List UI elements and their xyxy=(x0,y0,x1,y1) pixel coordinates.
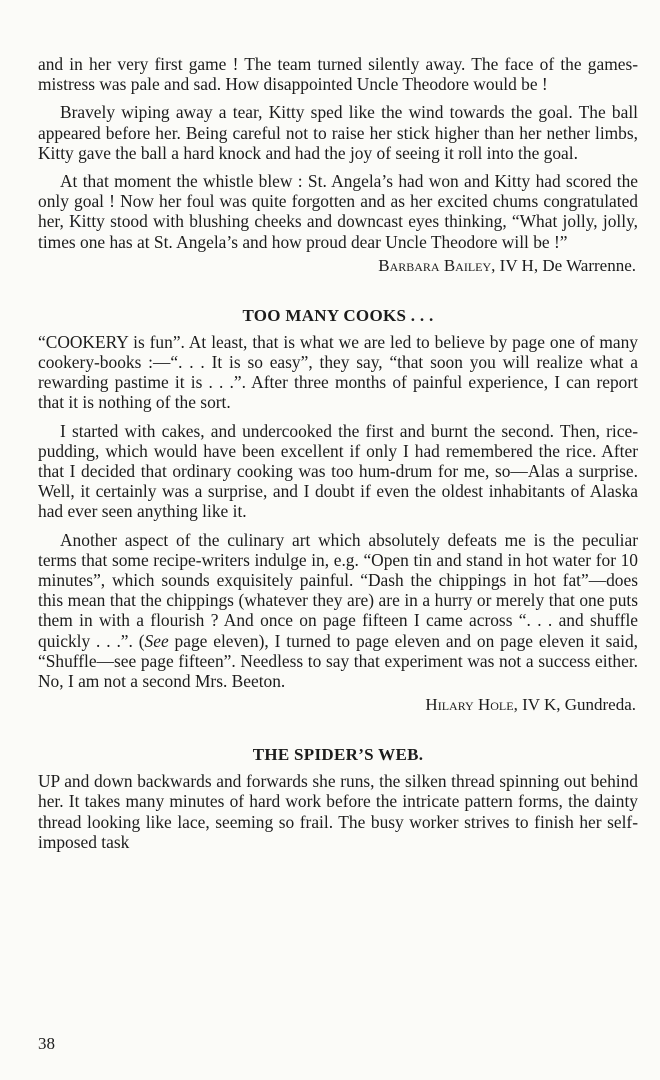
paragraph: and in her very first game ! The team turned silently away. The face of the games-mistress was pale and sad. How disappointed Uncle Theodore would be ! xyxy=(38,54,638,95)
author-name: Barbara Bailey xyxy=(378,255,492,275)
paragraph-text: Another aspect of the culinary art which absolutely defeats me is the peculiar terms that some recipe-writers indulge in, e.g. “Open tin and stand in hot water for 10 minutes”, which sounds exquisitely painful. “Dash the chippings in hot fat”—does this mean that the chippings (whatever they are) are in a hurry or merely that one puts them in with a flourish ? And once on page fifteen I came across “. . . and shuffle quickly . . .”. ( xyxy=(38,529,638,651)
story-kitty xyxy=(38,54,638,276)
story-spiders-web xyxy=(38,745,638,852)
story-too-many-cooks xyxy=(38,306,638,715)
byline xyxy=(38,695,638,715)
author-name: Hilary Hole xyxy=(425,695,514,715)
paragraph: Bravely wiping away a tear, Kitty sped like the wind towards the goal. The ball appeared before her. Being careful not to raise her stick higher than her nether limbs, Kitty gave the ball a hard knock and had the joy of seeing it roll into the goal. xyxy=(38,102,638,163)
article-title: TOO MANY COOKS . . . xyxy=(242,305,434,325)
paragraph: At that moment the whistle blew : St. Angela’s had won and Kitty had scored the only goal ! Now her foul was quite forgotten and as her excited chums congratulated her, Kitty stood with blushing cheeks and downcast eyes thinking, “What jolly, jolly, times one has at St. Angela’s and how proud dear Uncle Theodore will be !” xyxy=(38,171,638,252)
paragraph xyxy=(38,530,638,692)
byline xyxy=(38,256,638,276)
author-form: , IV K, Gundreda. xyxy=(513,695,636,715)
paragraph: UP and down backwards and forwards she runs, the silken thread spinning out behind her. It takes many minutes of hard work before the intricate pattern forms, the dainty thread looking like lace, seeming so frail. The busy worker strives to finish her self-imposed task xyxy=(38,771,638,852)
italic-see: See xyxy=(144,630,169,651)
page-number: 38 xyxy=(38,1034,55,1053)
author-form: , IV H, De Warrenne. xyxy=(491,255,636,275)
article-title: THE SPIDER’S WEB. xyxy=(252,745,424,765)
paragraph-text: page eleven), I turned to page eleven and on page eleven it said, “Shuffle—see page fifteen”. Needless to say that experiment was not a success either. No, I am not a second Mrs. Beeton. xyxy=(38,630,638,692)
paragraph: I started with cakes, and undercooked the first and burnt the second. Then, rice-pudding, which would have been excellent if only I had remembered the rice. After that I decided that ordinary cooking was too hum-drum for me, so—Alas a surprise. Well, it certainly was a surprise, and I doubt if even the oldest inhabitants of Alaska had ever seen anything like it. xyxy=(38,420,638,522)
paragraph: “COOKERY is fun”. At least, that is what we are led to believe by page one of many cookery-books :—“. . . It is so easy”, they say, “that soon you will realize what a rewarding pastime it is . . .”. After three months of painful experience, I can report that it is nothing of the sort. xyxy=(38,331,638,413)
